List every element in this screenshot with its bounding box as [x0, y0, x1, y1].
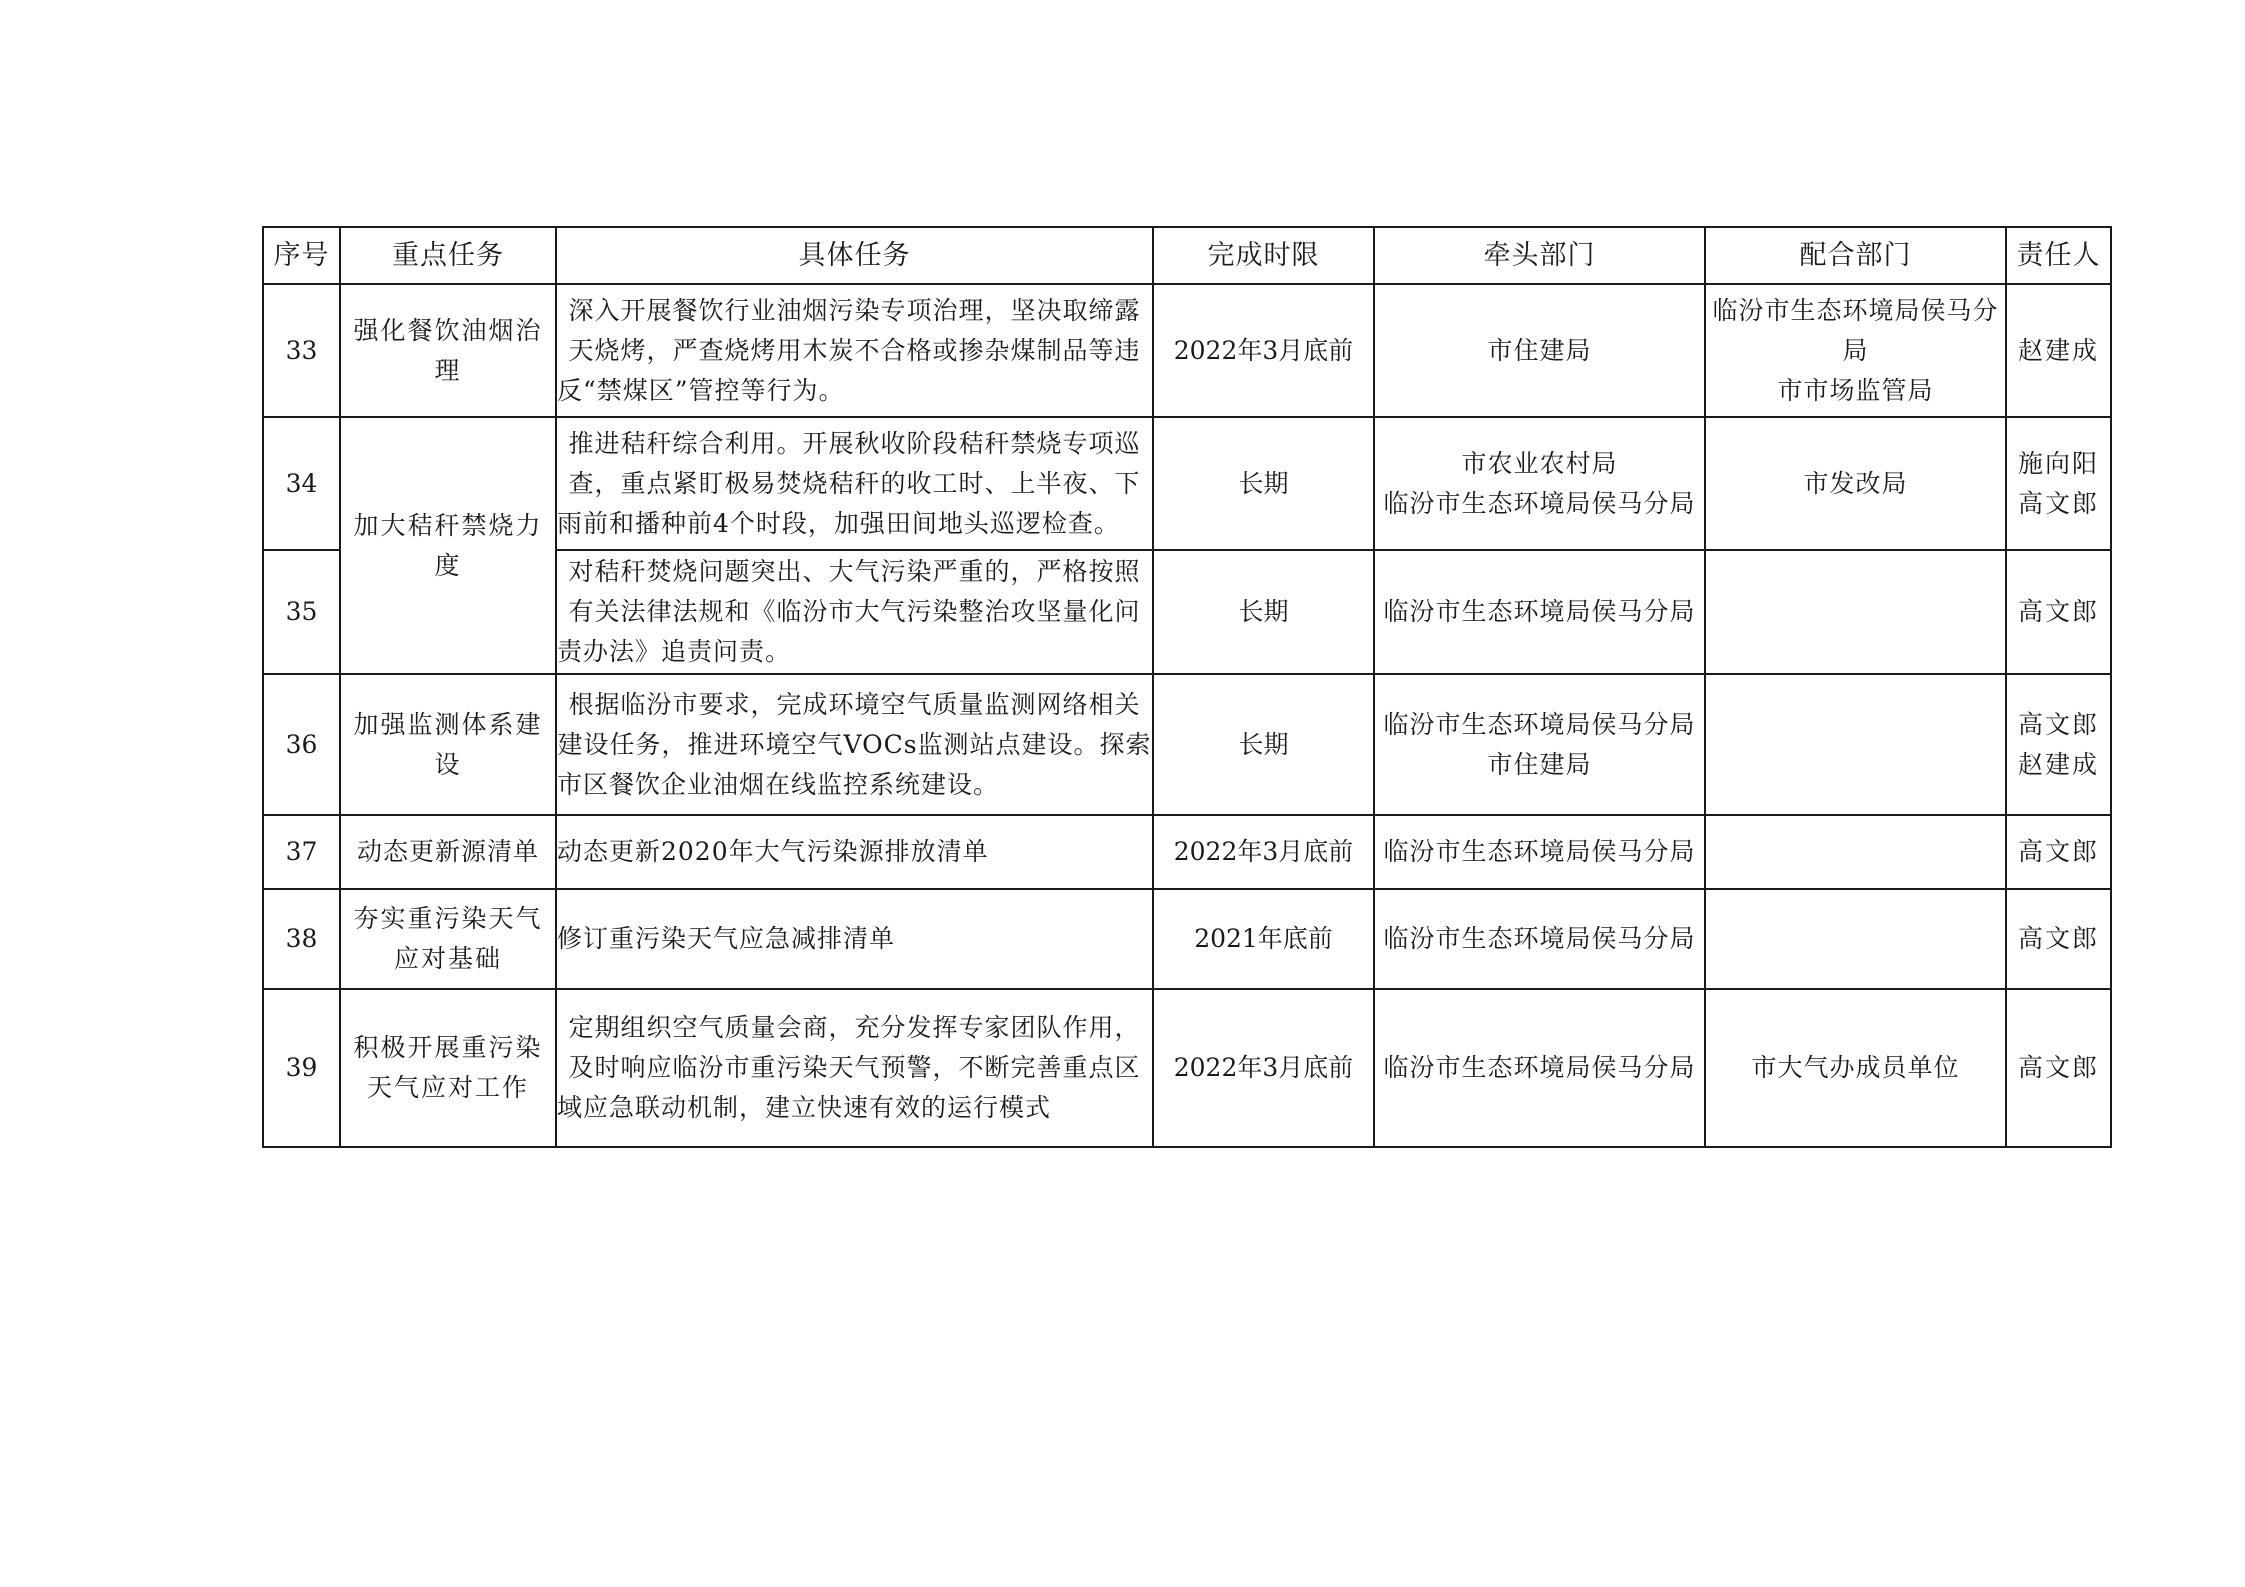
- row-deadline: 2022年3月底前: [1153, 815, 1374, 889]
- person-line: 高文郎: [2017, 1053, 2099, 1082]
- header-lead-dept: 牵头部门: [1374, 227, 1705, 284]
- row-key-task: 加强监测体系建设: [340, 674, 556, 815]
- row-lead-dept: [1374, 550, 1705, 674]
- row-lead-dept: [1374, 284, 1705, 417]
- row-detail: 定期组织空气质量会商，充分发挥专家团队作用，及时响应临汾市重污染天气预警，不断完善重点区域应急联动机制，建立快速有效的运行模式: [556, 989, 1153, 1147]
- header-detail: 具体任务: [556, 227, 1153, 284]
- row-key-task: 积极开展重污染天气应对工作: [340, 989, 556, 1147]
- row-no: 36: [263, 674, 340, 815]
- row-deadline: 2021年底前: [1153, 889, 1374, 989]
- header-coop-dept: 配合部门: [1705, 227, 2006, 284]
- row-detail: 深入开展餐饮行业油烟污染专项治理，坚决取缔露天烧烤，严查烧烤用木炭不合格或掺杂煤制品等违反“禁煤区”管控等行为。: [556, 284, 1153, 417]
- row-deadline: 2022年3月底前: [1153, 989, 1374, 1147]
- row-person: [2006, 284, 2111, 417]
- row-no: 38: [263, 889, 340, 989]
- row-person: [2006, 989, 2111, 1147]
- lead-dept-line: 临汾市生态环境局侯马分局: [1383, 924, 1696, 953]
- row-key-task: 动态更新源清单: [340, 815, 556, 889]
- row-key-task: 加大秸秆禁烧力度: [340, 417, 556, 674]
- row-no: 34: [263, 417, 340, 550]
- person-line: 高文郎: [2017, 924, 2099, 953]
- person-line: 施向阳: [2017, 448, 2099, 478]
- lead-dept-line: 市住建局: [1487, 749, 1592, 779]
- table-row: [263, 989, 2111, 1147]
- coop-dept-line: 市发改局: [1803, 468, 1908, 498]
- header-key-task: 重点任务: [340, 227, 556, 284]
- row-deadline: 长期: [1153, 674, 1374, 815]
- row-detail: 推进秸秆综合利用。开展秋收阶段秸秆禁烧专项巡查，重点紧盯极易焚烧秸秆的收工时、上半夜、下雨前和播种前4个时段，加强田间地头巡逻检查。: [556, 417, 1153, 550]
- task-table: [262, 226, 2112, 1148]
- row-lead-dept: [1374, 417, 1705, 550]
- row-coop-dept: [1705, 674, 2006, 815]
- row-key-task: 强化餐饮油烟治理: [340, 284, 556, 417]
- header-person: 责任人: [2006, 227, 2111, 284]
- row-person: [2006, 674, 2111, 815]
- person-line: 高文郎: [2017, 597, 2099, 626]
- person-line: 高文郎: [2017, 488, 2099, 518]
- row-coop-dept: [1705, 284, 2006, 417]
- lead-dept-line: 市住建局: [1487, 335, 1592, 365]
- row-person: [2006, 417, 2111, 550]
- person-line: 赵建成: [2017, 749, 2099, 779]
- table-row: [263, 674, 2111, 815]
- coop-dept-line: 市市场监管局: [1777, 375, 1934, 405]
- person-line: 高文郎: [2017, 837, 2099, 866]
- table-header-row: [263, 227, 2111, 284]
- person-line: 赵建成: [2017, 335, 2099, 365]
- row-lead-dept: [1374, 815, 1705, 889]
- row-key-task: 夯实重污染天气应对基础: [340, 889, 556, 989]
- row-detail: 修订重污染天气应急减排清单: [556, 889, 1153, 989]
- row-coop-dept: [1705, 815, 2006, 889]
- row-person: [2006, 815, 2111, 889]
- header-deadline: 完成时限: [1153, 227, 1374, 284]
- row-lead-dept: [1374, 889, 1705, 989]
- lead-dept-line: 临汾市生态环境局侯马分局: [1383, 709, 1696, 739]
- row-deadline: 长期: [1153, 417, 1374, 550]
- coop-dept-line: 市大气办成员单位: [1751, 1053, 1960, 1082]
- row-person: [2006, 550, 2111, 674]
- row-no: 35: [263, 550, 340, 674]
- row-lead-dept: [1374, 674, 1705, 815]
- row-coop-dept: [1705, 550, 2006, 674]
- row-no: 39: [263, 989, 340, 1147]
- row-detail: 对秸秆焚烧问题突出、大气污染严重的，严格按照有关法律法规和《临汾市大气污染整治攻坚量化问责办法》追责问责。: [556, 550, 1153, 674]
- lead-dept-line: 临汾市生态环境局侯马分局: [1383, 837, 1696, 866]
- person-line: 高文郎: [2017, 709, 2099, 739]
- row-coop-dept: [1705, 417, 2006, 550]
- row-detail: 根据临汾市要求，完成环境空气质量监测网络相关建设任务，推进环境空气VOCs监测站点建设。探索市区餐饮企业油烟在线监控系统建设。: [556, 674, 1153, 815]
- row-lead-dept: [1374, 989, 1705, 1147]
- row-deadline: 长期: [1153, 550, 1374, 674]
- table-row: [263, 889, 2111, 989]
- lead-dept-line: 临汾市生态环境局侯马分局: [1383, 597, 1696, 626]
- row-coop-dept: [1705, 989, 2006, 1147]
- row-person: [2006, 889, 2111, 989]
- lead-dept-line: 临汾市生态环境局侯马分局: [1383, 488, 1696, 518]
- header-no: 序号: [263, 227, 340, 284]
- coop-dept-line: 临汾市生态环境局侯马分局: [1712, 295, 1999, 365]
- row-no: 37: [263, 815, 340, 889]
- row-deadline: 2022年3月底前: [1153, 284, 1374, 417]
- table-row: [263, 417, 2111, 550]
- row-detail: 动态更新2020年大气污染源排放清单: [556, 815, 1153, 889]
- table-row: [263, 815, 2111, 889]
- lead-dept-line: 市农业农村局: [1461, 448, 1618, 478]
- lead-dept-line: 临汾市生态环境局侯马分局: [1383, 1053, 1696, 1082]
- table-row: [263, 284, 2111, 417]
- row-no: 33: [263, 284, 340, 417]
- row-coop-dept: [1705, 889, 2006, 989]
